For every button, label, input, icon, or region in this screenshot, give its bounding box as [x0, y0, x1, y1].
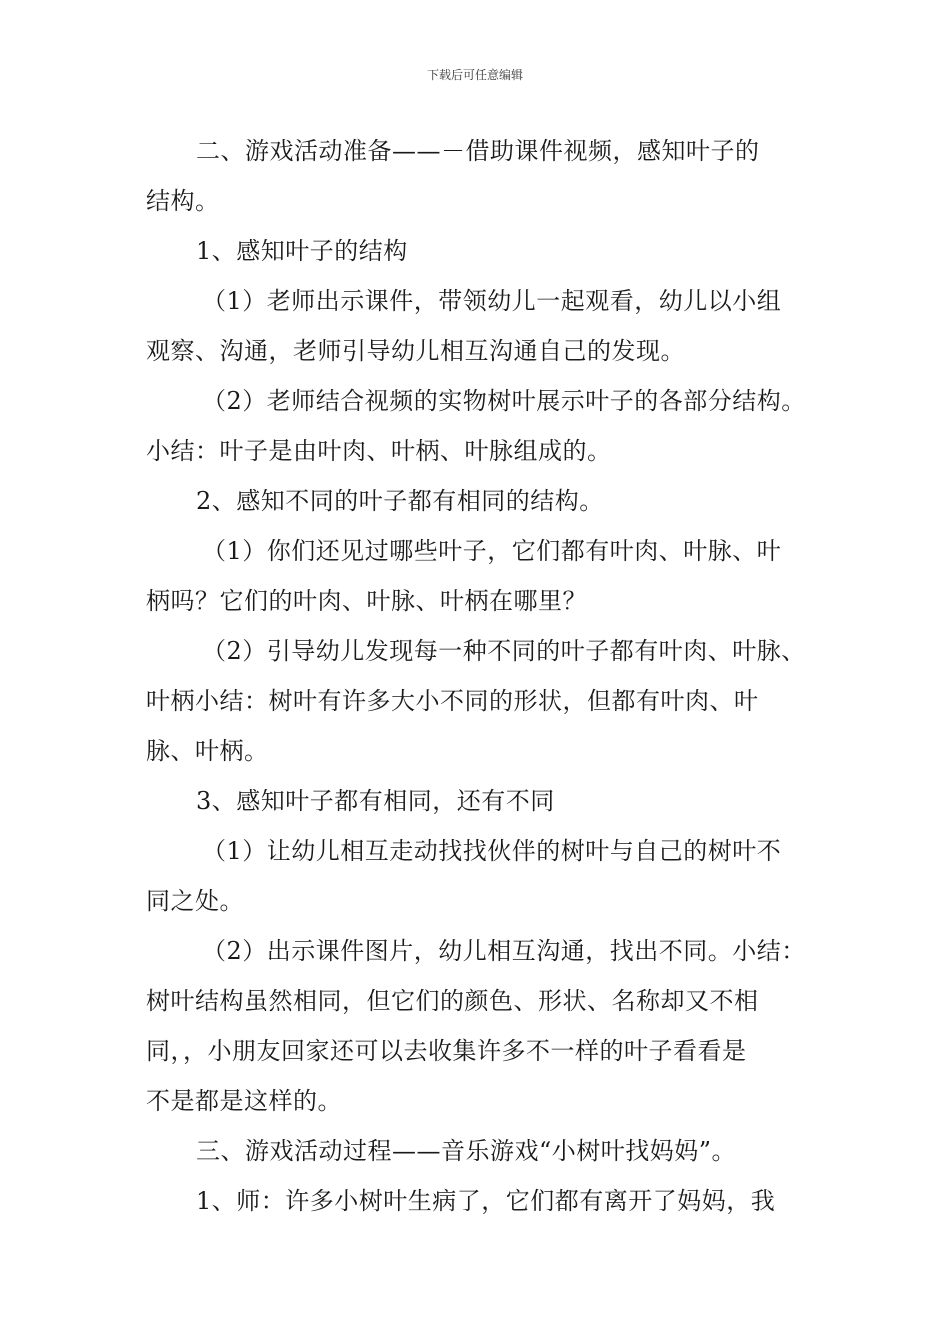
paragraph-line: （1）让幼儿相互走动找找伙伴的树叶与自己的树叶不	[202, 837, 782, 865]
paragraph-line: （1）你们还见过哪些叶子，它们都有叶肉、叶脉、叶	[202, 537, 782, 565]
paragraph-line: （2）老师结合视频的实物树叶展示叶子的各部分结构。	[202, 387, 806, 415]
paragraph-line: 脉、叶柄。	[146, 737, 269, 765]
paragraph-line: 3、感知叶子都有相同，还有不同	[196, 787, 555, 815]
paragraph-line: （2）出示课件图片，幼儿相互沟通，找出不同。小结：	[202, 937, 806, 965]
paragraph-line: 叶柄小结：树叶有许多大小不同的形状，但都有叶肉、叶	[146, 687, 759, 715]
paragraph-line: 1、感知叶子的结构	[196, 237, 408, 265]
paragraph-line: 结构。	[146, 187, 220, 215]
paragraph-line: （1）老师出示课件，带领幼儿一起观看，幼儿以小组	[202, 287, 782, 315]
paragraph-line: 柄吗？它们的叶肉、叶脉、叶柄在哪里？	[146, 587, 587, 615]
paragraph-line: 同之处。	[146, 887, 244, 915]
paragraph-line: 三、游戏活动过程——音乐游戏“小树叶找妈妈”。	[196, 1137, 737, 1165]
paragraph-line: 不是都是这样的。	[146, 1087, 342, 1115]
paragraph-line: 小结：叶子是由叶肉、叶柄、叶脉组成的。	[146, 437, 612, 465]
paragraph-line: （2）引导幼儿发现每一种不同的叶子都有叶肉、叶脉、	[202, 637, 806, 665]
paragraph-line: 观察、沟通，老师引导幼儿相互沟通自己的发现。	[146, 337, 685, 365]
paragraph-line: 1、师：许多小树叶生病了，它们都有离开了妈妈，我	[196, 1187, 776, 1215]
page-header: 下载后可任意编辑	[426, 68, 523, 82]
paragraph-line: 二、游戏活动准备——－借助课件视频，感知叶子的	[196, 137, 760, 165]
paragraph-line: 2、感知不同的叶子都有相同的结构。	[196, 487, 604, 515]
paragraph-line: 同，，小朋友回家还可以去收集许多不一样的叶子看看是	[146, 1037, 747, 1065]
paragraph-line: 树叶结构虽然相同，但它们的颜色、形状、名称却又不相	[146, 987, 759, 1015]
